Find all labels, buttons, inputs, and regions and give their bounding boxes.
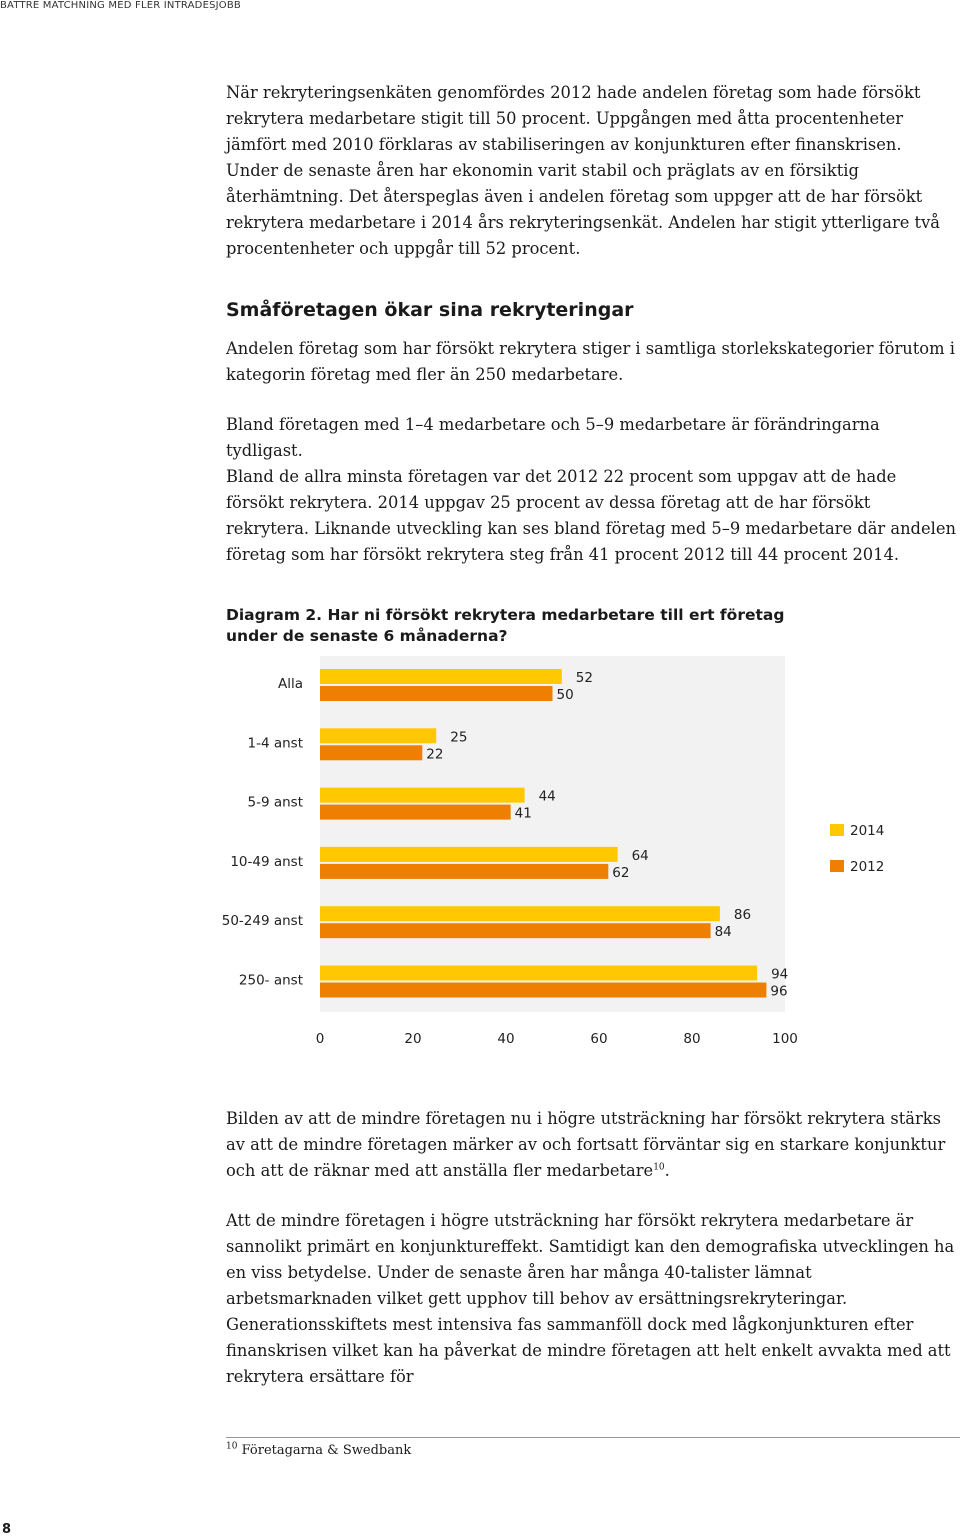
paragraph-4: Bland de allra minsta företagen var det 2012 22 procent som uppgav att de hade försökt rekrytera. 2014 uppgav 25 procent av dessa företag att de har försökt rekrytera. Liknande utveckling kan ses bland företag med 5–9 medarbetare där andelen företag som har försökt rekrytera steg från 41 procent 2012 till 44 procent 2014. (226, 467, 956, 564)
x-tick-label: 100 (772, 1031, 798, 1047)
data-label-2012: 62 (612, 864, 630, 881)
bar-2014 (320, 788, 525, 803)
bar-2012 (320, 983, 766, 998)
page-number: 8 (2, 1522, 12, 1537)
footnote-text: Företagarna & Swedbank (241, 1443, 412, 1458)
footnote-number: 10 (226, 1441, 238, 1452)
paragraph-5-end: . (664, 1161, 670, 1180)
data-label-2014: 44 (538, 788, 556, 805)
x-tick-label: 0 (315, 1031, 325, 1047)
running-head: BÄTTRE MATCHNING MED FLER INTRÄDESJOBB (0, 0, 241, 11)
bar-2014 (320, 728, 436, 743)
bar-2014 (320, 669, 562, 684)
data-label-2014: 64 (631, 847, 649, 864)
paragraph-5 (226, 1106, 958, 1184)
x-tick-label: 60 (590, 1031, 608, 1047)
bar-2012 (320, 864, 608, 879)
x-tick-label: 20 (404, 1031, 422, 1047)
bar-chart (0, 650, 960, 1060)
bar-2012 (320, 745, 422, 760)
x-tick-label: 40 (497, 1031, 515, 1047)
data-label-2012: 96 (770, 983, 788, 1000)
footnote-ref[interactable]: 10 (653, 1162, 665, 1173)
category-label: 5-9 anst (247, 794, 303, 811)
footnote-rule (226, 1437, 960, 1438)
category-label: 10-49 anst (230, 853, 303, 870)
legend-swatch-2012 (830, 860, 844, 872)
bar-2014 (320, 906, 720, 921)
category-label: 1-4 anst (247, 735, 303, 752)
section-heading: Småföretagen ökar sina rekryteringar (226, 299, 634, 321)
paragraph-6: Att de mindre företagen i högre utsträckning har försökt rekrytera medarbetare är sannolikt primärt en konjunktureffekt. Samtidigt kan den demografiska utvecklingen ha en viss betydelse. Under de senaste åren har många 40-talister lämnat arbetsmarknaden vilket gett upphov till behov av ersättningsrekryteringar. Generationsskiftets mest intensiva fas sammanföll dock med lågkonjunkturen efter finanskrisen vilket kan ha påverkat de mindre företagen att helt enkelt avvakta med att rekrytera ersättare för (226, 1211, 955, 1386)
diagram-title: Diagram 2. Har ni försökt rekrytera medarbetare till ert företag under de senaste 6 månaderna? (226, 606, 785, 645)
category-label: 50-249 anst (221, 913, 303, 930)
paragraph-5-text: Bilden av att de mindre företagen nu i högre utsträckning har försökt rekrytera stärks av att de mindre företagen märker av och fortsatt förväntar sig en starkare konjunktur och att de räknar med att anställa fler medarbetare (226, 1109, 946, 1180)
data-label-2012: 22 (426, 746, 444, 763)
legend-label-2014: 2014 (850, 823, 885, 839)
data-label-2012: 84 (714, 924, 732, 941)
data-label-2014: 52 (575, 670, 593, 686)
data-label-2012: 50 (556, 687, 574, 703)
bar-2012 (320, 923, 711, 938)
bar-2014 (320, 966, 757, 981)
plot-background (320, 656, 788, 1012)
x-tick-label: 80 (683, 1031, 701, 1047)
legend-label-2012: 2012 (850, 859, 885, 875)
legend-swatch-2014 (830, 824, 844, 836)
category-label: 250- anst (238, 972, 303, 989)
paragraph-3: Bland företagen med 1–4 medarbetare och 5–9 medarbetare är förändringarna tydligast. (226, 415, 880, 460)
data-label-2012: 41 (514, 805, 532, 822)
data-label-2014: 25 (450, 729, 468, 746)
paragraph-2: Andelen företag som har försökt rekrytera stiger i samtliga storlekskategorier förutom i kategorin företag med fler än 250 medarbetare. (226, 339, 955, 384)
footnote (226, 1442, 411, 1460)
bar-2012 (320, 686, 553, 701)
category-label: Alla (277, 676, 303, 692)
bar-2014 (320, 847, 618, 862)
data-label-2014: 94 (771, 966, 789, 983)
paragraph-1: När rekryteringsenkäten genomfördes 2012 hade andelen företag som hade försökt rekrytera medarbetare stigit till 50 procent. Uppgången med åtta procentenheter jämfört med 2010 förklaras av stabiliseringen av konjunkturen efter finanskrisen. Under de senaste åren har ekonomin varit stabil och präglats av en försiktig återhämtning. Det återspeglas även i andelen företag som uppger att de har försökt rekrytera medarbetare i 2014 års rekryteringsenkät. Andelen har stigit ytterligare två procentenheter och uppgår till 52 procent. (226, 83, 940, 258)
data-label-2014: 86 (733, 907, 752, 924)
bar-2012 (320, 805, 511, 820)
